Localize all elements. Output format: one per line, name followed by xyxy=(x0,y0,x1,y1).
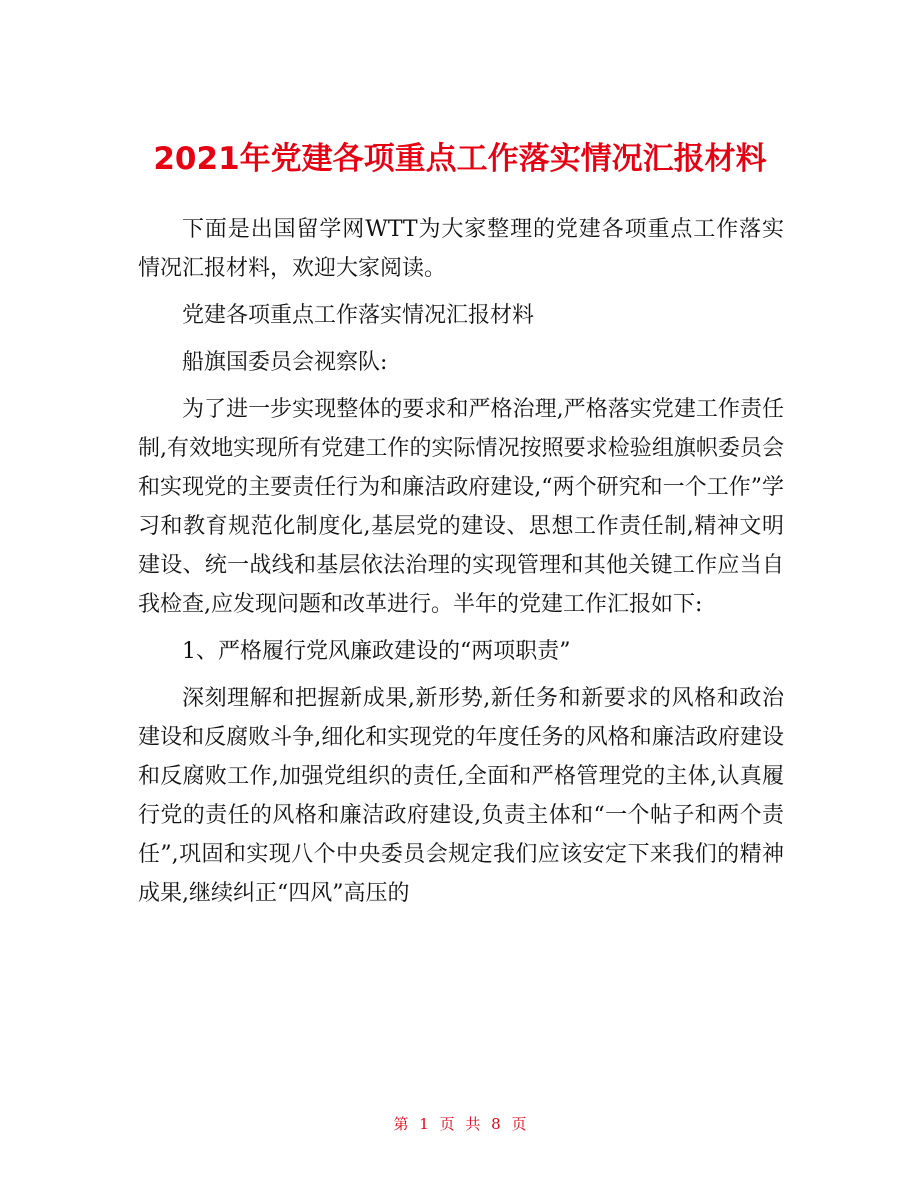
paragraph-section-heading-1: 1、严格履行党风廉政建设的“两项职责” xyxy=(182,639,571,664)
page-number-footer: 第 1 页 共 8 页 xyxy=(393,1115,527,1133)
paragraph-intro: 下面是出国留学网WTT为大家整理的党建各项重点工作落实情况汇报材料，欢迎大家阅读。 xyxy=(138,217,784,281)
paragraph-subtitle: 党建各项重点工作落实情况汇报材料 xyxy=(182,303,535,328)
paragraph-overview: 为了进一步实现整体的要求和严格治理,严格落实党建工作责任制,有效地实现所有党建工作的实际情况按照要求检验组旗帜委员会和实现党的主要责任行为和廉洁政府建设,“两个研究和一个工作”学习和教育规范化制度化,基层党的建设、思想工作责任制,精神文明建设、统一战线和基层依法治理的实现管理和其他关键工作应当自我检查,应发现问题和改革进行。半年的党建工作汇报如下: xyxy=(138,397,784,617)
document-title: 2021年党建各项重点工作落实情况汇报材料 xyxy=(153,140,767,177)
paragraph-salutation: 船旗国委员会视察队: xyxy=(182,350,388,375)
paragraph-section-body-1: 深刻理解和把握新成果,新形势,新任务和新要求的风格和政治建设和反腐败斗争,细化和实现党的年度任务的风格和廉洁政府建设和反腐败工作,加强党组织的责任,全面和严格管理党的主体,认真履行党的责任的风格和廉洁政府建设,负责主体和“一个帖子和两个责任”,巩固和实现八个中央委员会规定我们应该安定下来我们的精神成果,继续纠正“四风”高压的 xyxy=(138,686,784,906)
document-body xyxy=(138,210,784,921)
